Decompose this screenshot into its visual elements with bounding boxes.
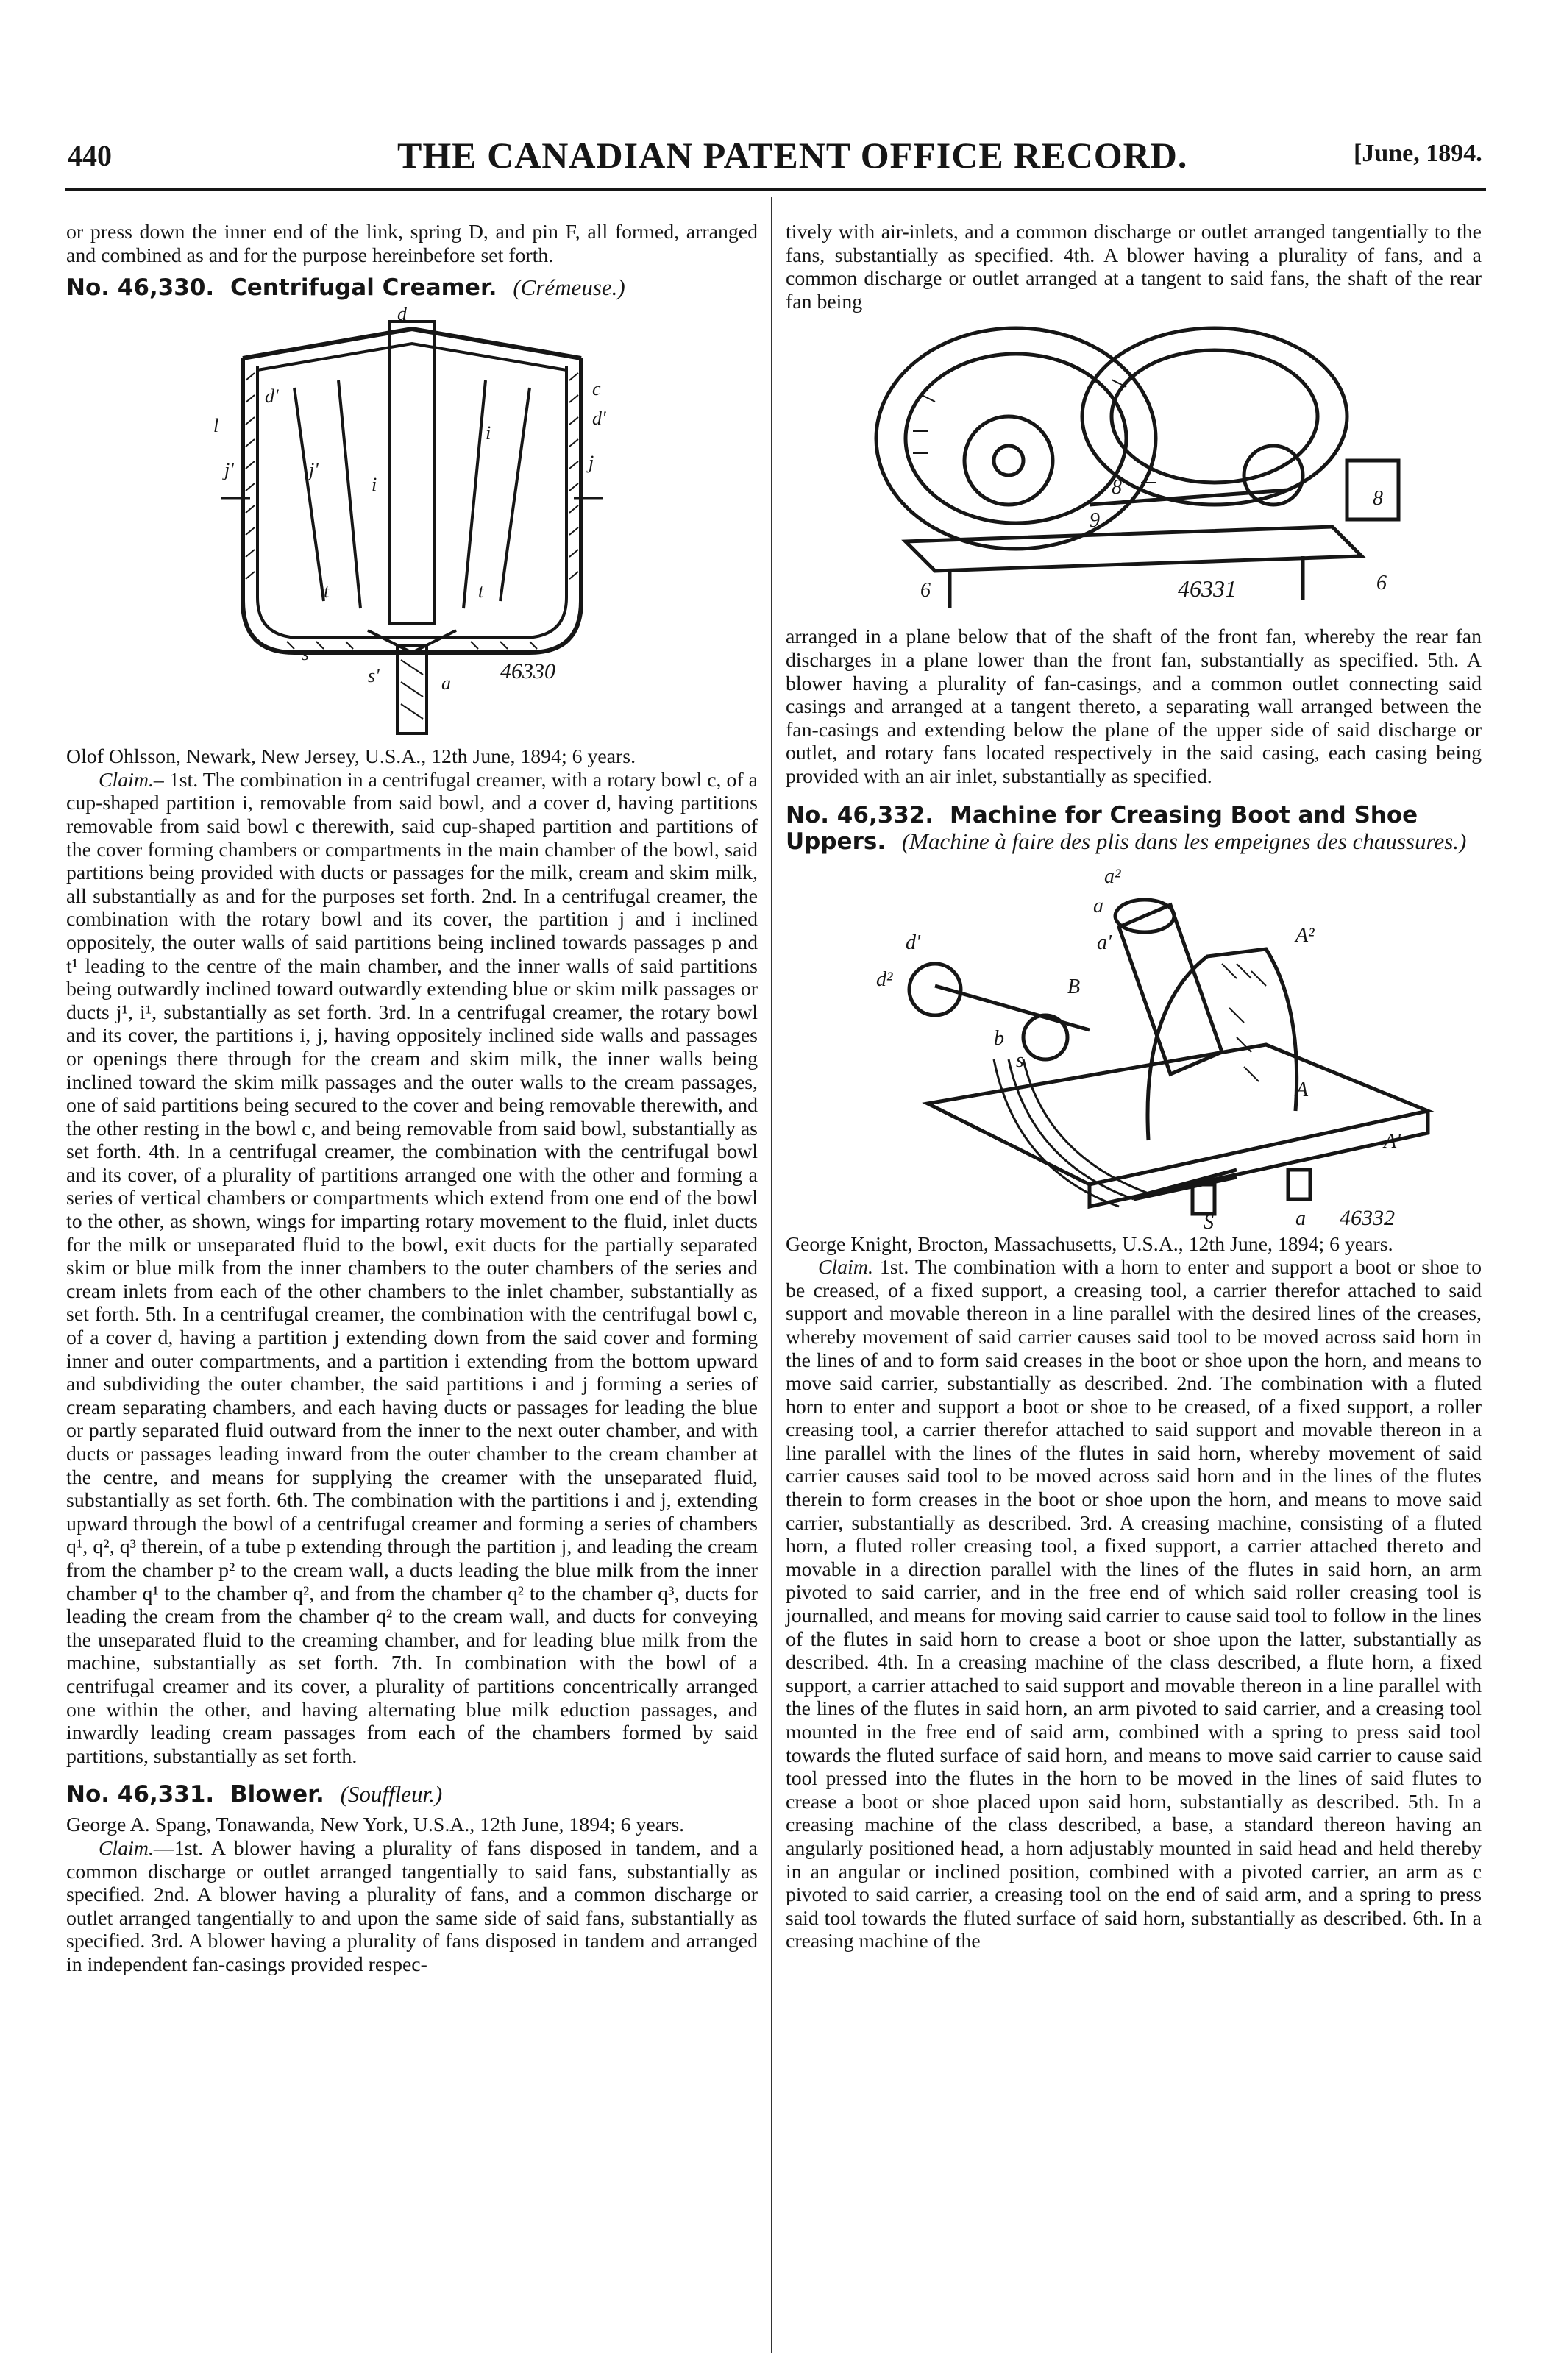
claim-label: Claim. xyxy=(99,768,154,792)
fig-label: 8 xyxy=(1112,476,1122,500)
fig-label: i xyxy=(486,422,491,444)
fig-label: c xyxy=(592,378,601,400)
fig-label: j' xyxy=(224,459,234,481)
claims-text: – 1st. The combination in a centrifugal creamer, with a rotary bowl c, of a cup-shaped partition i, removable from said bowl, and a cover d, having partitions removable from said bowl c therewith, said cup-shaped partition and partitions of the cover forming chambers or compartments in the main chamber of the bowl, said partitions being provided with ducts or passages for the milk, cream and skim milk, all substantially as and for the purposes set forth. 2nd. In a centrifugal creamer, the combination with the rotary bowl and its cover, the partition j and i inclined oppositely, the outer walls of said partitions being inclined towards passages p and t¹ leading to the centre of the main chamber, and the inner walls of said partitions being outwardly inclined toward outwardly extending blue or skim milk passages or ducts j¹, i¹, substantially as set forth. 3rd. In a centrifugal creamer, the rotary bowl and its cover, the partitions i, j, having oppositely inclined side walls and passages or openings there through for the cream and skim milk, the inner walls being inclined toward the skim milk passages and the outer walls to the cream passages, one of said partitions being secured to the cover and being removable therewith, and the other resting in the bowl c, and being removable from said bowl, substantially as set forth. 4th. In a centrifugal creamer, the combination with the centrifugal bowl and its cover, of a plurality of partitions arranged one with the other and forming a series of vertical chambers or compartments which extend from one end of the bowl to the other, as shown, wings for imparting rotary movement to the fluid, inlet ducts for the milk or unseparated fluid to the bowl, exit ducts for the partially separated skim or blue milk from the inner chambers to the outer chambers of the series and cream inlets from each of the other chambers to the inlet chamber, substantially as set forth. 5th. In a centrifugal creamer, the combination with the centrifugal bowl c, of a cover d, having a partition j extending down from the said cover and forming inner and outer compartments, and a partition i extending from the bottom upward and subdividing the outer chamber, the said partitions i and j forming a series of cream separating chambers, and each having ducts or passages for leading the blue or partly separated fluid outward from the inner to the next outer chamber, and with ducts or passages leading inward from the outer chamber to the cream chamber at the centre, and means for supplying the creamer with the unseparated fluid, substantially as set forth. 6th. The combination with the partitions i and j, extending upward through the bowl of a centrifugal creamer and forming a series of chambers q¹, q², q³ therein, of a tube p extending through the partition j, and leading the cream from the chamber p² to the cream wall, a ducts leading the blue milk from the inner chamber q¹ to the chamber q², and from the chamber q² to the chamber q³, ducts for leading the cream from the chamber q² to the cream wall, and ducts for conveying the unseparated fluid to the creaming chamber, and for leading blue milk from the machine, substantially as set forth. 7th. In combination with the bowl of a centrifugal creamer and its cover, a plurality of partitions concentrically arranged one within the other, and having alternating blue milk eduction passages, and inwardly leading cream passages from each of the chambers formed by said partitions, substantially as set forth. xyxy=(66,768,758,1768)
continuation-text: tively with air-inlets, and a common discharge or outlet arranged tangentially to the fans, substantially as specified. 4th. A blower having a plurality of fans, and a common discharge or outlet arranged at a tangent to said fans, the shaft of the rear fan being xyxy=(786,221,1482,313)
fig-label: b xyxy=(994,1026,1004,1050)
claim-label: Claim. xyxy=(818,1256,873,1279)
claim-label: Claim. xyxy=(99,1836,154,1860)
fig-label: 6 xyxy=(1376,572,1387,595)
fig-label: d' xyxy=(265,386,279,408)
blower-drawing xyxy=(832,321,1435,615)
figure-blower xyxy=(832,321,1435,615)
fig-label: a xyxy=(1295,1207,1306,1229)
fig-label: j' xyxy=(309,459,319,481)
figure-caption: 46331 xyxy=(1178,575,1237,603)
figure-caption: 46330 xyxy=(500,659,555,684)
patent-title: Blower. xyxy=(230,1781,324,1808)
continuation-text: arranged in a plane below that of the shaft of the front fan, whereby the rear fan discharges in a plane lower than the front fan, substantially as specified. 5th. A blower having a plurality of fan-casings, and a common outlet connecting said casings and arranged at a tangent thereto, a separating wall arranged between the fan-casings and extending below the plane of the upper side of said discharge or outlet, and rotary fans located respectively in the said casing, each casing being provided with an air inlet, substantially as specified. xyxy=(786,625,1482,788)
fig-label: j xyxy=(589,452,594,474)
fig-label: 8 xyxy=(1373,487,1383,511)
patent-number: No. 46,332. xyxy=(786,801,934,828)
fig-label: A² xyxy=(1295,923,1315,947)
fig-label: A' xyxy=(1384,1129,1401,1153)
figure-caption: 46332 xyxy=(1340,1205,1395,1229)
patent-heading-46330 xyxy=(66,274,758,301)
fig-label: l xyxy=(213,415,219,437)
figure-centrifugal-creamer xyxy=(191,307,633,741)
continuation-text: or press down the inner end of the link, spring D, and pin F, all formed, arranged and combined as and for the purpose hereinbefore set forth. xyxy=(66,221,758,267)
fig-label: d' xyxy=(592,408,606,430)
fig-label: s xyxy=(1016,1048,1024,1072)
inventor-line: Olof Ohlsson, Newark, New Jersey, U.S.A., 12th June, 1894; 6 years. xyxy=(66,745,636,769)
page-number: 440 xyxy=(68,139,112,172)
fig-label: A xyxy=(1295,1078,1309,1101)
fig-label: a' xyxy=(1097,931,1112,954)
fig-label: t xyxy=(478,580,484,603)
claims-paragraph xyxy=(66,1837,758,1977)
creamer-drawing xyxy=(191,307,633,741)
fig-label: i xyxy=(372,474,377,496)
column-divider xyxy=(771,197,772,2353)
right-column xyxy=(786,221,1482,1953)
fig-label: d² xyxy=(876,967,893,991)
left-column xyxy=(66,221,758,1976)
fig-label: a xyxy=(1093,894,1103,917)
header-rule xyxy=(65,188,1486,191)
fig-label: d xyxy=(397,307,407,325)
journal-title: THE CANADIAN PATENT OFFICE RECORD. xyxy=(397,135,1188,176)
fig-label: t xyxy=(324,580,330,603)
fig-label: a xyxy=(441,672,451,695)
patent-french-title: (Souffleur.) xyxy=(340,1781,443,1808)
claims-paragraph xyxy=(66,769,758,1769)
fig-label: d' xyxy=(906,931,920,954)
fig-label: s xyxy=(302,643,310,665)
patent-number: No. 46,330. xyxy=(66,274,215,302)
fig-label: s' xyxy=(368,665,380,687)
fig-label: B xyxy=(1067,975,1081,998)
fig-label: S xyxy=(1204,1210,1214,1229)
fig-label: 6 xyxy=(920,579,931,603)
claims-paragraph xyxy=(786,1256,1482,1953)
claims-text: —1st. A blower having a plurality of fans disposed in tandem, and a common discharge or outlet arranged tangentially to said fans, substantially as specified. 2nd. A blower having a plurality of fans, and a common discharge or outlet arranged tangentially to and upon the same side of said fans, substantially as specified. 3rd. A blower having a plurality of fans disposed in tandem and arranged in independent fan-casings provided respec- xyxy=(66,1836,758,1976)
inventor-line: George A. Spang, Tonawanda, New York, U.S.A., 12th June, 1894; 6 years. xyxy=(66,1814,685,1837)
fig-label: a² xyxy=(1104,864,1121,888)
figure-creasing-machine xyxy=(825,861,1443,1229)
inventor-line: George Knight, Brocton, Massachusetts, U.S.A., 12th June, 1894; 6 years. xyxy=(786,1232,1393,1256)
patent-heading-46332 xyxy=(786,802,1482,855)
patent-french-title: (Machine à faire des plis dans les empeignes des chaussures.) xyxy=(901,828,1467,854)
patent-title: Machine for Creasing Boot and Shoe Uppers. xyxy=(786,801,1418,855)
patent-number: No. 46,331. xyxy=(66,1781,215,1808)
creasing-machine-drawing xyxy=(825,861,1443,1229)
issue-date: [June, 1894. xyxy=(1354,140,1482,167)
claims-text: 1st. The combination with a horn to enter and support a boot or shoe to be creased, of a fixed support, a creasing tool, a carrier therefor attached to said support and movable thereon in a line parallel with the desired lines of the creases, whereby movement of said carrier causes said tool to be moved across said horn in the lines of and to form said creases in the boot or shoe upon the horn, and means to move said carrier, substantially as described. 2nd. The combination with a fluted horn to enter and support a boot or shoe to be creased, of a fixed support, a roller creasing tool, a carrier therefor attached to said support and movable thereon in a line parallel with the lines of the flutes in said horn, whereby movement of said carrier causes said tool to be moved across said horn and in the lines of the flutes therein to form creases in the boot or shoe upon the horn, and means to move said carrier, substantially as described. 3rd. A creasing machine, consisting of a fluted horn, a fluted roller creasing tool, a fixed support, a carrier attached thereto and movable in a direction parallel with the lines of the flutes in said horn, an arm pivoted to said carrier, and in the free end of which said roller creasing tool is journalled, and means for moving said carrier to cause said tool to follow in the lines of the flutes in said horn to crease a boot or shoe upon the latter, substantially as described. 4th. In a creasing machine of the class described, a flute horn, a fixed support, a carrier attached to said support and movable thereon in a line parallel with the lines of the flutes in said horn, an arm pivoted to said carrier, and a creasing tool mounted in the free end of said arm, combined with a spring to press said tool towards the fluted surface of said horn, and means to move said carrier to cause said tool pressed into the flutes in the horn to be moved in the lines of said flutes to crease a boot or shoe placed upon said horn, substantially as described. 5th. In a creasing machine of the class described, a base, a standard thereon having an angularly positioned head, a horn adjustably mounted in said head and held thereby in an angular or inclined position, combined with a pivoted carrier, an arm as c pivoted to said carrier, a creasing tool on the end of said arm, and a spring to press said tool towards the fluted surface of said horn, substantially as described. 6th. In a creasing machine of the xyxy=(786,1256,1482,1953)
patent-title: Centrifugal Creamer. xyxy=(230,274,497,302)
patent-heading-46331 xyxy=(66,1781,758,1808)
patent-french-title: (Crémeuse.) xyxy=(513,274,625,301)
fig-label: 9 xyxy=(1090,509,1100,533)
